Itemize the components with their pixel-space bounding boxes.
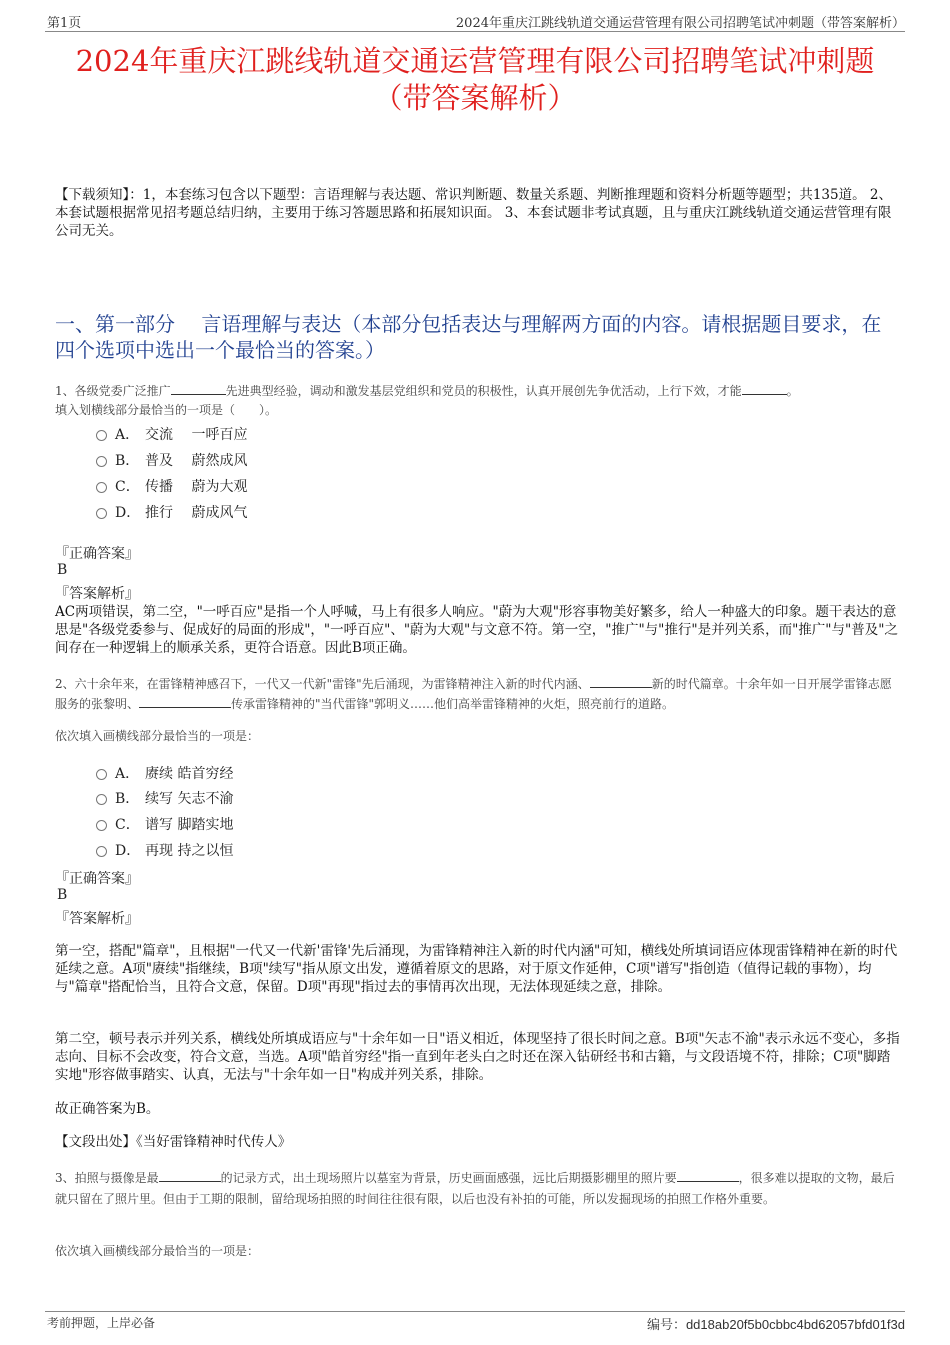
question-1: 1、各级党委广泛推广 先进典型经验，调动和激发基层党组织和党员的积极性，认真开展创先争优活动，上行下效，才能 。 填入划横线部分最恰当的一项是（ ）。	[55, 384, 799, 417]
footer-slogan: 考前押题，上岸必备	[47, 1316, 156, 1330]
header-title: 2024年重庆江跳线轨道交通运营管理有限公司招聘笔试冲刺题（带答案解析）	[455, 16, 905, 31]
q1-analysis: AC两项错误，第二空，"一呼百应"是指一个人呼喊，马上有很多人响应。"蔚为大观"形容事物美好繁多，给人一种盛大的印象。题干表达的意思是"各级党委参与、促成好的局面的形成"，"一呼百应"、"蔚为大观"与文意不符。第一空，"推广"与"推行"是并列关系，而"推广"与"普及"之间存在一种逻辑上的顺承关系，更符合语意。因此B项正确。	[55, 604, 898, 656]
q2-option-c[interactable]: C． 谱写 脚踏实地	[96, 814, 233, 834]
q2-prompt: 依次填入画横线部分最恰当的一项是：	[55, 729, 260, 743]
radio-icon[interactable]	[96, 794, 107, 805]
page-number: 第1页	[47, 16, 82, 31]
answer-value: B	[57, 887, 68, 903]
radio-icon[interactable]	[96, 482, 107, 493]
blank	[171, 382, 226, 395]
q2-option-b[interactable]: B． 续写 矢志不渝	[96, 788, 233, 808]
answer-label: 『正确答案』	[55, 546, 139, 562]
radio-icon[interactable]	[96, 456, 107, 467]
q2-option-d[interactable]: D． 再现 持之以恒	[96, 840, 233, 860]
q2-analysis-2: 第二空，顿号表示并列关系，横线处所填成语应与"十余年如一日"语义相近，体现坚持了很长时间之意。B项"矢志不渝"表示永远不变心，多指志向、目标不会改变，符合文意，当选。A项"皓首穷经"指一直到年老头白之时还在深入钻研经书和古籍，与文段语境不符，排除；C项"脚踏实地"形容做事踏实、认真，无法与"十余年如一日"构成并列关系，排除。	[55, 1031, 900, 1083]
radio-icon[interactable]	[96, 846, 107, 857]
radio-icon[interactable]	[96, 820, 107, 831]
q2-conclusion: 故正确答案为B。	[55, 1101, 160, 1117]
answer-label: 『正确答案』	[55, 871, 139, 887]
radio-icon[interactable]	[96, 508, 107, 519]
section-heading: 一、第一部分 言语理解与表达（本部分包括表达与理解两方面的内容。请根据题目要求，在四个选项中选出一个最恰当的答案。）	[55, 312, 882, 362]
analysis-label: 『答案解析』	[55, 911, 139, 927]
radio-icon[interactable]	[96, 430, 107, 441]
q2-analysis-1: 第一空，搭配"篇章"，且根据"一代又一代新'雷锋'先后涌现，为雷锋精神注入新的时代内涵"可知，横线处所填词语应体现雷锋精神在新的时代延续之意。A项"赓续"指继续，B项"续写"指从原文出发，遵循着原文的思路，对于原文作延伸，C项"谱写"指创造（值得记载的事物），均与"篇章"搭配恰当，且符合文意，保留。D项"再现"指过去的事情再次出现，无法体现延续之意，排除。	[55, 943, 898, 995]
q1-option-a[interactable]: A． 交流 一呼百应	[96, 424, 247, 444]
document-subtitle: （带答案解析）	[373, 81, 577, 115]
footer-divider	[45, 1311, 905, 1312]
answer-value: B	[57, 562, 68, 578]
q2-source: 【文段出处】《当好雷锋精神时代传人》	[55, 1134, 292, 1150]
q1-option-b[interactable]: B． 普及 蔚然成风	[96, 450, 247, 470]
blank	[139, 695, 231, 708]
document-id: 编号：dd18ab20f5b0cbbc4bd62057bfd01f3d	[646, 1317, 905, 1332]
question-2: 2、六十余年来，在雷锋精神感召下，一代又一代新"雷锋"先后涌现，为雷锋精神注入新的时代内涵、 新的时代篇章。十余年如一日开展学雷锋志愿服务的张黎明、 传承雷锋精神的"当代雷锋"郭明义……他们高举雷锋精神的火炬，照亮前行的道路。	[55, 677, 892, 711]
q2-option-a[interactable]: A． 赓续 皓首穷经	[96, 763, 233, 783]
question-3: 3、拍照与摄像是最 的记录方式，出土现场照片以墓室为背景，历史画面感强，远比后期摄影棚里的照片要 ，很多难以提取的文物，最后就只留在了照片里。但由于工期的限制，留给现场拍照的时间往往很有限，以后也没有补拍的可能，所以发掘现场的拍照工作格外重要。	[55, 1171, 895, 1206]
radio-icon[interactable]	[96, 769, 107, 780]
q1-option-c[interactable]: C． 传播 蔚为大观	[96, 476, 247, 496]
blank	[590, 675, 652, 688]
blank	[677, 1169, 739, 1182]
analysis-label: 『答案解析』	[55, 586, 139, 602]
q3-prompt: 依次填入画横线部分最恰当的一项是：	[55, 1244, 260, 1258]
header-divider	[45, 31, 905, 32]
blank	[159, 1169, 221, 1182]
download-notice: 【下载须知】：1，本套练习包含以下题型：言语理解与表达题、常识判断题、数量关系题、判断推理题和资料分析题等题型；共135道。 2、本套试题根据常见招考题总结归纳，主要用于练习答题思路和拓展知识面。 3、本套试题非考试真题，且与重庆江跳线轨道交通运营管理有限公司无关。	[55, 187, 892, 239]
document-title: 2024年重庆江跳线轨道交通运营管理有限公司招聘笔试冲刺题	[75, 44, 875, 78]
q1-option-d[interactable]: D． 推行 蔚成风气	[96, 502, 247, 522]
blank	[742, 382, 787, 395]
